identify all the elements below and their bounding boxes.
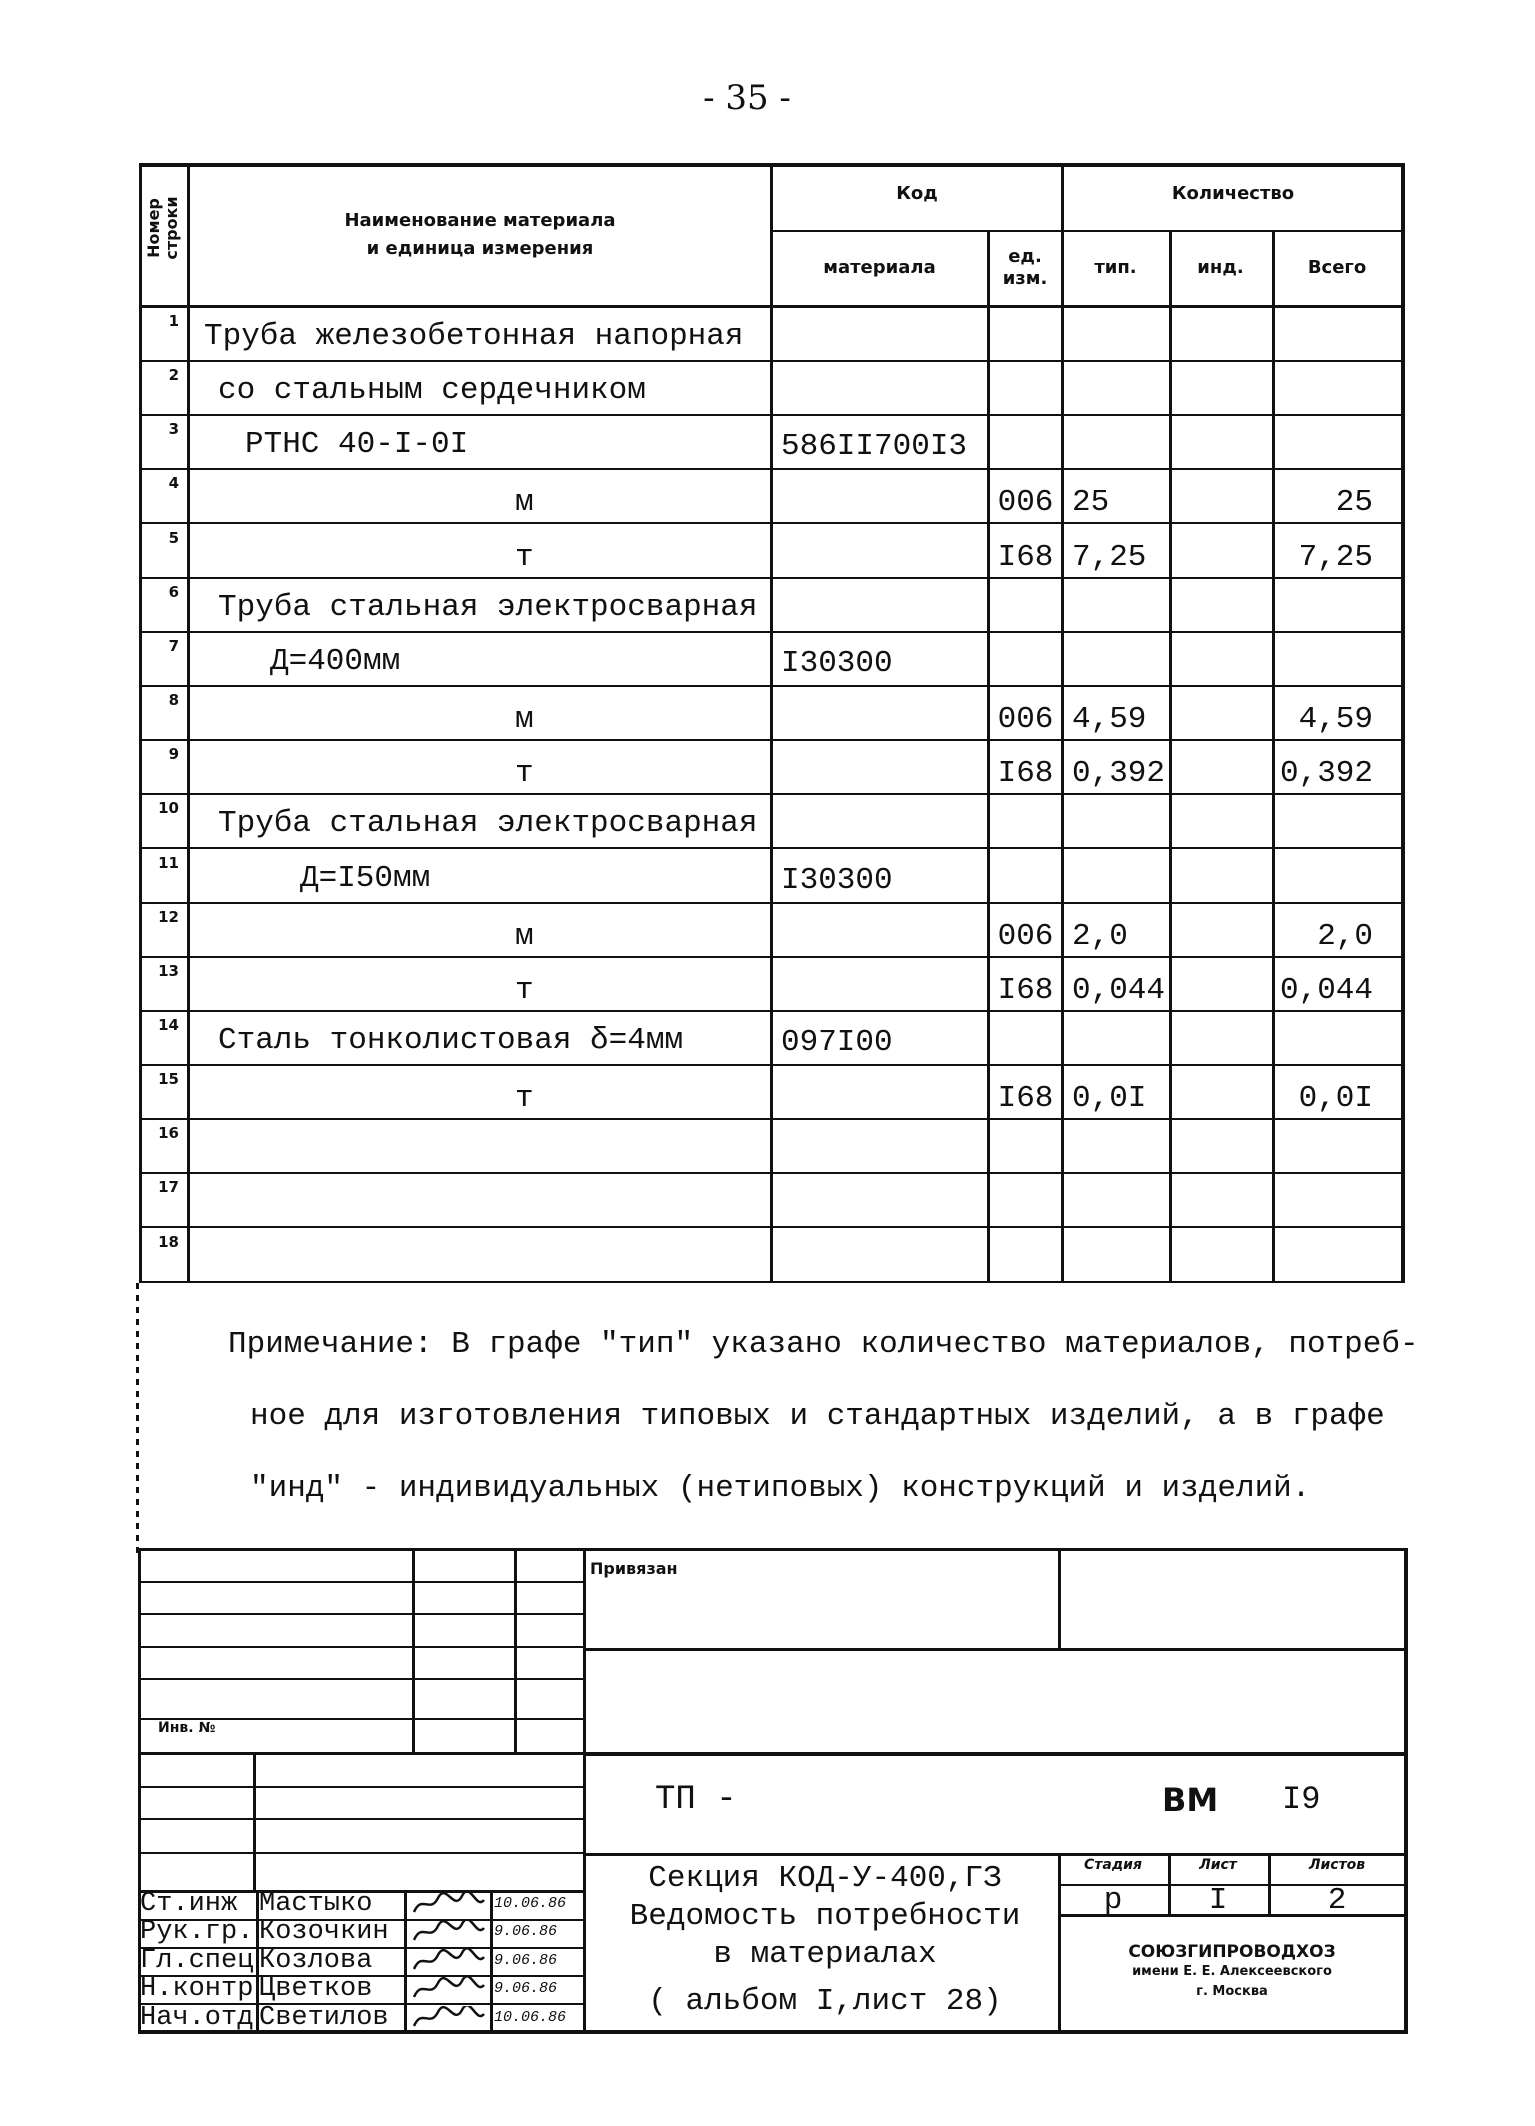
qty-typ: 0,0I xyxy=(1072,1081,1147,1116)
header-code-unit: ед. изм. xyxy=(1002,246,1048,289)
material-code: I30300 xyxy=(781,863,893,898)
qty-typ: 0,044 xyxy=(1072,973,1166,1008)
material-name: т xyxy=(515,1081,534,1116)
page-number: - 35 - xyxy=(703,78,791,118)
row-number: 9 xyxy=(168,745,179,763)
signature-scribble xyxy=(410,2006,488,2030)
table-row xyxy=(139,362,1405,416)
signer-role: Рук.гр. xyxy=(140,1918,254,1946)
material-name: РТНС 40-I-0I xyxy=(245,427,469,462)
header-qty-typ: тип. xyxy=(1094,257,1137,278)
sheets-value: 2 xyxy=(1327,1883,1347,1918)
header-qty-group: Количество xyxy=(1171,183,1295,204)
privyazan-label: Привязан xyxy=(590,1559,678,1578)
row-number: 16 xyxy=(158,1124,179,1142)
doc-title-line3: в материалах xyxy=(713,1937,937,1972)
stage-label: Стадия xyxy=(1084,1857,1142,1873)
material-code: I30300 xyxy=(781,646,893,681)
qty-typ: 4,59 xyxy=(1072,702,1147,737)
qty-total: 2,0 xyxy=(1317,919,1373,954)
unit-code: 006 xyxy=(997,702,1054,737)
table-row xyxy=(139,904,1405,958)
table-row xyxy=(139,741,1405,795)
sheet-label: Лист xyxy=(1199,1857,1237,1873)
material-code: 097I00 xyxy=(781,1025,893,1060)
note-line-2: ное для изготовления типовых и стандартных изделий, а в графе xyxy=(250,1399,1385,1434)
row-number: 4 xyxy=(168,474,179,492)
signer-name: Цветков xyxy=(259,1975,373,2003)
row-number: 18 xyxy=(158,1233,179,1251)
doc-title-line4: ( альбом I,лист 28) xyxy=(648,1984,1002,2019)
unit-code: I68 xyxy=(997,973,1054,1008)
table-row xyxy=(139,687,1405,741)
row-number: 15 xyxy=(158,1070,179,1088)
signature-scribble xyxy=(410,1977,488,2001)
qty-total: 0,044 xyxy=(1279,973,1373,1008)
table-row xyxy=(139,579,1405,633)
qty-total: 0,0I xyxy=(1298,1081,1373,1116)
header-row-no: Номер строки xyxy=(144,196,181,260)
material-name: м xyxy=(515,919,534,954)
header-qty-ind: инд. xyxy=(1197,257,1244,278)
qty-typ: 2,0 xyxy=(1072,919,1128,954)
row-number: 12 xyxy=(158,908,179,926)
signer-name: Козочкин xyxy=(259,1918,389,1946)
table-row xyxy=(139,850,1405,904)
signature-scribble xyxy=(410,1949,488,1973)
header-code-group: Код xyxy=(896,183,938,204)
signer-name: Козлова xyxy=(259,1947,373,1975)
signature-date: 10.06.86 xyxy=(494,1895,567,1912)
material-name: м xyxy=(515,485,534,520)
signature-date: 9.06.86 xyxy=(494,1952,558,1969)
unit-code: I68 xyxy=(997,540,1054,575)
org-dedication: имени Е. Е. Алексеевского xyxy=(1132,1964,1332,1979)
table-row xyxy=(139,633,1405,687)
signer-role: Ст.инж xyxy=(140,1890,238,1918)
row-number: 13 xyxy=(158,962,179,980)
doc-title-line1: Секция КОД-У-400,ГЗ xyxy=(648,1861,1002,1896)
material-code: 586II700I3 xyxy=(781,429,968,464)
material-name: Труба стальная электросварная xyxy=(218,806,758,841)
sheets-label: Листов xyxy=(1308,1857,1366,1873)
row-number: 14 xyxy=(158,1016,179,1034)
signature-date: 10.06.86 xyxy=(494,2009,567,2026)
row-number: 1 xyxy=(168,312,179,330)
doc-code-mark: ВМ xyxy=(1162,1781,1219,1819)
doc-code-left: ТП - xyxy=(655,1781,737,1819)
note-line-3: "инд" - индивидуальных (нетиповых) конструкций и изделий. xyxy=(250,1471,1311,1506)
unit-code: I68 xyxy=(997,756,1054,791)
material-name: Д=400мм xyxy=(270,644,401,679)
qty-total: 4,59 xyxy=(1298,702,1373,737)
material-name: Д=I50мм xyxy=(300,861,431,896)
material-name: Труба железобетонная напорная xyxy=(204,319,744,354)
header-name-line2: и единица измерения xyxy=(366,238,594,259)
signer-role: Гл.спец xyxy=(140,1947,254,1975)
inv-no-label: Инв. № xyxy=(158,1720,216,1736)
table-row xyxy=(139,958,1405,1012)
table-row xyxy=(139,1229,1405,1283)
qty-total: 0,392 xyxy=(1279,756,1373,791)
table-row xyxy=(139,1066,1405,1120)
signature-block xyxy=(138,1890,583,2032)
doc-title-line2: Ведомость потребности xyxy=(629,1899,1021,1934)
table-row xyxy=(139,1012,1405,1066)
table-row xyxy=(139,470,1405,524)
qty-total: 25 xyxy=(1335,485,1373,520)
table-row xyxy=(139,795,1405,849)
org-city: г. Москва xyxy=(1196,1984,1268,1999)
material-name: т xyxy=(515,756,534,791)
material-name: со стальным сердечником xyxy=(218,373,646,408)
table-row xyxy=(139,308,1405,362)
table-row xyxy=(139,1120,1405,1174)
material-name: т xyxy=(515,540,534,575)
unit-code: I68 xyxy=(997,1081,1054,1116)
qty-typ: 25 xyxy=(1072,485,1110,520)
stage-value: р xyxy=(1103,1883,1123,1918)
row-number: 11 xyxy=(158,854,179,872)
org-name: СОЮЗГИПРОВОДХОЗ xyxy=(1128,1942,1336,1962)
qty-typ: 0,392 xyxy=(1072,756,1166,791)
qty-typ: 7,25 xyxy=(1072,540,1147,575)
material-name: м xyxy=(515,702,534,737)
row-number: 17 xyxy=(158,1178,179,1196)
material-name: т xyxy=(515,973,534,1008)
unit-code: 006 xyxy=(997,919,1054,954)
row-number: 8 xyxy=(168,691,179,709)
doc-code-num: I9 xyxy=(1282,1781,1321,1818)
signature-scribble xyxy=(410,1920,488,1944)
row-number: 3 xyxy=(168,420,179,438)
material-name: Сталь тонколистовая δ=4мм xyxy=(218,1023,684,1058)
signer-role: Нач.отд xyxy=(140,2004,254,2032)
header-qty-total: Всего xyxy=(1307,257,1367,278)
signer-role: Н.контр xyxy=(140,1975,254,2003)
row-number: 7 xyxy=(168,637,179,655)
signer-name: Мастыко xyxy=(259,1890,373,1918)
header-code-material: материала xyxy=(823,257,936,278)
sheet-value: I xyxy=(1208,1883,1228,1918)
row-number: 5 xyxy=(168,529,179,547)
row-number: 6 xyxy=(168,583,179,601)
qty-total: 7,25 xyxy=(1298,540,1373,575)
table-row xyxy=(139,1174,1405,1228)
row-number: 10 xyxy=(158,799,179,817)
signature-scribble xyxy=(410,1892,488,1916)
signature-date: 9.06.86 xyxy=(494,1980,558,1997)
table-row xyxy=(139,525,1405,579)
header-name-line1: Наименование материала xyxy=(344,210,616,231)
signature-date: 9.06.86 xyxy=(494,1923,558,1940)
table-body xyxy=(139,308,1405,1283)
unit-code: 006 xyxy=(997,485,1054,520)
signer-name: Светилов xyxy=(259,2004,389,2032)
material-name: Труба стальная электросварная xyxy=(218,590,758,625)
note-line-1: Примечание: В графе "тип" указано количество материалов, потреб- xyxy=(228,1327,1419,1362)
row-number: 2 xyxy=(168,366,179,384)
table-row xyxy=(139,416,1405,470)
